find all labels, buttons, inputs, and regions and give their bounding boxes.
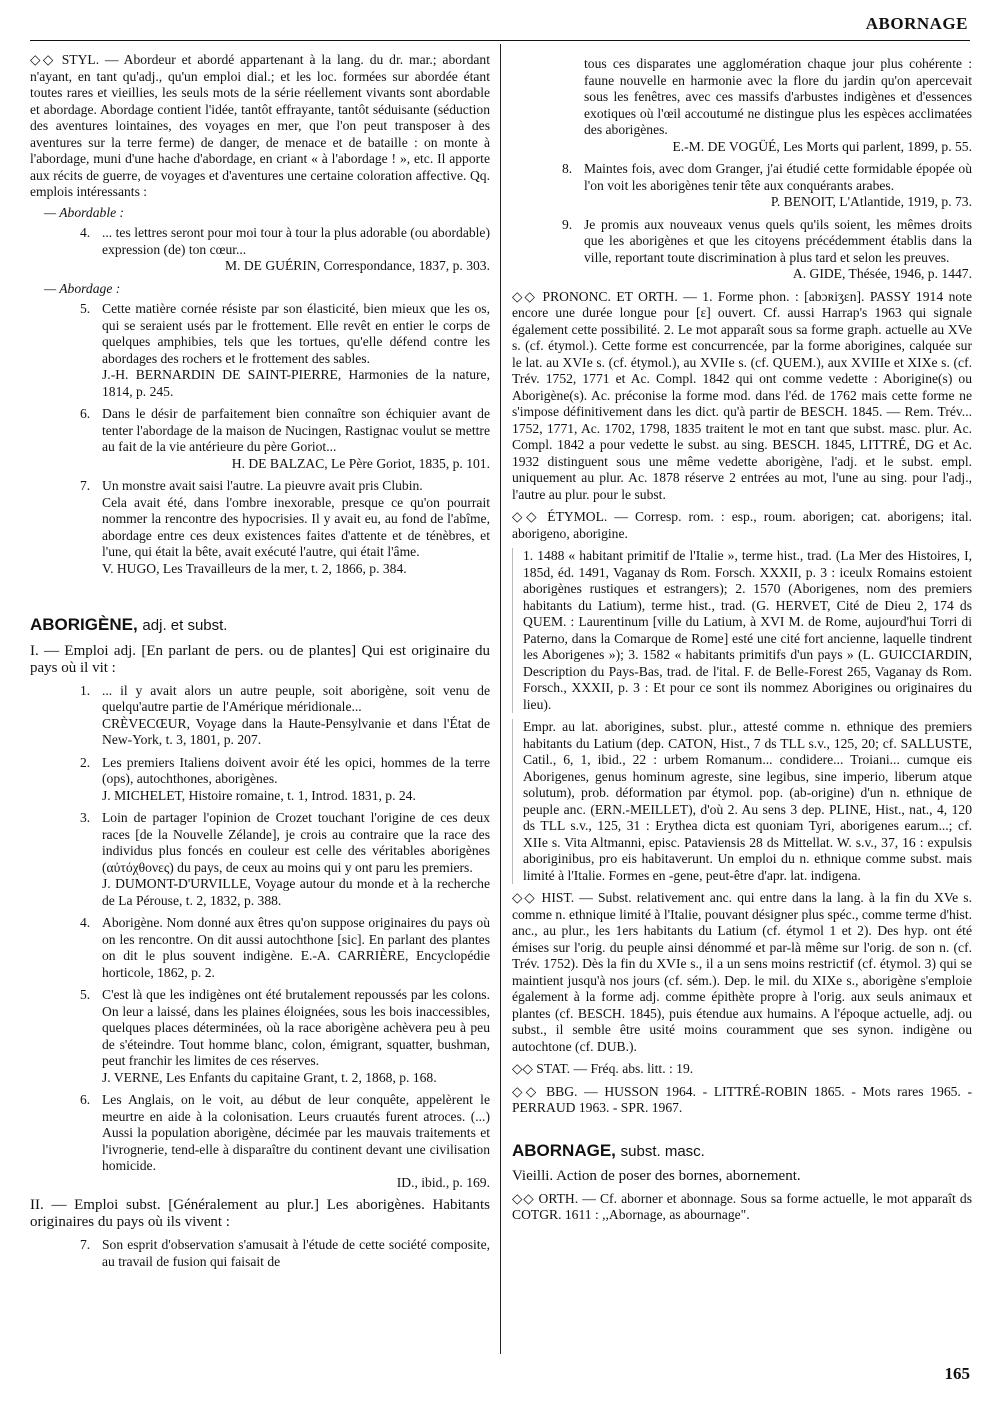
example-a9 (562, 217, 972, 283)
entry-title-aborigene (30, 617, 490, 635)
example-4 (80, 225, 490, 275)
example-text: Un monstre avait saisi l'autre. La pieuvre avait pris Clubin. (102, 478, 423, 493)
example-a4 (80, 915, 490, 981)
example-number: 1. (80, 682, 91, 698)
example-a7 (80, 1237, 490, 1270)
example-number: 2. (80, 754, 91, 770)
example-text: Les Anglais, on le voit, au début de leur conquête, appelèrent le meurtre en aide à la colonisation. Leurs cruautés furent atroces. (...) Aussi la population aborigène, décimée par les mauvais traitements et l'ivrognerie, tend-elle à disparaître du continent devant une civilisation homicide. (102, 1092, 490, 1173)
example-number: 5. (80, 987, 91, 1002)
etymol-senses: 1. 1488 « habitant primitif de l'Italie », terme hist., trad. (La Mer des Histoires, I, 185d, éd. 1491, Vaganay ds Rom. Forsch. XXXII, p. 3 : iceulx Romains estoient aborigènes rustiques et estrangers); 2. 1570 (Aborigenes, nom des premiers habitants du Latium), terme hist., trad. (G. HERVET, Cité de Dieu 2, 174 ds QUEM. : Laurentinum [ville du Latium, à XVI M. de Rome, aujourd'hui Torri di Paterno, dans la Comarque de Rome] esté une cité fort ancienne, laquelle tindrent les Aborigenes »); 3. 1582 « habitants primitifs d'un pays » (L. GUICCIARDIN, Description du Pays-Bas, trad. de l'ital. F. de Belle-Forest 265, Vaganay ds Rom. Forsch., XXXII, p. 3 : Et pour ce sont ils nommez Aborigines ou originaires du lieu). (512, 548, 972, 713)
entry-title-abornage (512, 1140, 972, 1161)
example-text: Loin de partager l'opinion de Crozet touchant l'origine de ces deux races [de la Nouvelle Zélande], je crois au contraire que la race des individus plus foncés en couleur est celle des véritables aborigènes (αὐτόχθονες) du pays, de ceux au moins qui y ont paru les premiers. (102, 810, 490, 875)
example-source: P. BENOIT, L'Atlantide, 1919, p. 73. (770, 194, 972, 209)
example-text-continued: Cela avait été, dans l'ombre inexorable, presque ce qu'on pourrait nommer la rencontre des hypocrisies. Il y avait eu, au fond de l'abîme, abordage entre ces deux existences faites d'attente et de ténèbres, et l'une, qui était la bête, avait exécuté l'autre, qui était l'âme. (102, 494, 490, 559)
example-number: 5. (80, 301, 91, 316)
header-rule (30, 40, 970, 41)
example-text: Son esprit d'observation s'amusait à l'étude de cette société composite, au travail de fusion qui faisait de (102, 1237, 490, 1269)
example-text: ... il y avait alors un autre peuple, soit aborigène, soit venu de quelqu'autre partie de l'Amérique méridionale... (102, 682, 490, 714)
example-number: 3. (80, 810, 91, 825)
section-I: I. — Emploi adj. [En parlant de pers. ou de plantes] Qui est originaire du pays où il vit : (30, 642, 490, 676)
section-II: II. — Emploi subst. [Généralement au plur.] Les aborigènes. Habitants originaires du pays où ils vivent : (30, 1197, 490, 1230)
left-column (30, 52, 490, 1276)
example-a2 (80, 755, 490, 805)
example-text: Maintes fois, avec dom Granger, j'ai étudié cette formidable épopée où l'on voit les aborigènes tenir tête aux conquérants arabes. (584, 161, 972, 193)
example-text: Cette matière cornée résiste par son élasticité, bien mieux que les os, qui se seraient usés par le frottement. Elle revêt en entier le corps de quelques amphibies, tels que les tortues, qu'elle défend contre les abordages des rochers et le frottement des sables. (102, 301, 490, 366)
example-source: J. VERNE, Les Enfants du capitaine Grant, t. 2, 1868, p. 168. (102, 1069, 437, 1085)
example-number: 9. (562, 216, 573, 232)
running-head: ABORNAGE (865, 14, 968, 33)
entry-grammar: adj. et subst. (142, 617, 228, 634)
entry-headword: ABORNAGE, (512, 1140, 616, 1160)
example-number: 6. (80, 406, 91, 421)
definition: Vieilli. Action de poser des bornes, abornement. (512, 1168, 801, 1184)
example-a6 (80, 1092, 490, 1191)
bbg-section: ◇◇ BBG. — HUSSON 1964. - LITTRÉ-ROBIN 1865. - Mots rares 1965. - PERRAUD 1963. - SPR. 1967. (512, 1083, 972, 1115)
stat-section: ◇◇ STAT. — Fréq. abs. litt. : 19. (512, 1061, 694, 1076)
example-a5 (80, 987, 490, 1086)
entry-headword: ABORIGÈNE, (30, 615, 138, 634)
page-number: 165 (944, 1364, 970, 1383)
entry-grammar: subst. masc. (620, 1142, 705, 1160)
example-text: Aborigène. Nom donné aux êtres qu'on suppose originaires du pays où on les rencontre. On dit aussi autochthone [sic]. En parlant des plantes on dit le plus souvent indigène. E.-A. CARRIÈRE, Encyclopédie horticole, 1862, p. 2. (102, 915, 490, 980)
example-5 (80, 301, 490, 400)
etymol-heading: ◇◇ ÉTYMOL. — Corresp. rom. : esp., roum. aborigen; cat. aborigens; ital. aborigeno, aborigine. (512, 509, 972, 541)
example-text: C'est là que les indigènes ont été brutalement repoussés par les colons. On leur a laissé, dans les plaines éloignées, sous les bois inaccessibles, quelques places déterminées, où la race aborigène achèvera peu à peu de s'éteindre. Tout homme blanc, colon, émigrant, squatter, bushman, peut franchir les limites de ces réserves. (102, 987, 490, 1068)
example-source: ID., ibid., p. 169. (396, 1174, 490, 1190)
example-number: 7. (80, 478, 91, 493)
example-a8 (562, 161, 972, 211)
example-text: ... tes lettres seront pour moi tour à tour la plus adorable (ou abordable) expression (de) ton cœur... (102, 225, 490, 257)
example-text: Dans le désir de parfaitement bien connaître son échiquier avant de tenter l'abordage de la maison de Nucingen, Rastignac voulut se mettre au fait de la vie antérieure du père Goriot... (102, 406, 490, 454)
example-source: M. DE GUÉRIN, Correspondance, 1837, p. 303. (224, 258, 490, 273)
etymol-origin: Empr. au lat. aborigines, subst. plur., attesté comme n. ethnique des premiers habitants du Latium (dep. CATON, Hist., 7 ds TLL s.v., 125, 20; cf. SALLUSTE, Catil., 6, 1, ibid., 22 : urbem Romanum... condidere... Troiani... cumque eis Aborigenes, genus hominum agreste, sine legibus, sine imperio, liberum atque solutum), prob. déformation par étymol. pop. (ab-origine) d'un n. ethnique de peuple anc. (ERN.-MEILLET), d'où 2. Au sens 3 dep. PLINE, Hist., nat., 4, 120 ds TLL s.v., 125, 31 : Erythea dicta est quoniam Tyri, aborigenes earum...; cf. XIIe s. Vita Altmanni, episc. Pataviensis 28 ds Mittellat. W. s.v., 37, 16 : expulsis aboriginibus, pro eis habitaverunt. Un emploi du n. ethnique comme subst. mais limité à l'Italie. Formes en -gene, peut-être d'apr. lat. indigena. (512, 719, 972, 884)
example-number: 4. (80, 915, 91, 930)
example-a7-continued (562, 56, 972, 155)
example-text: Les premiers Italiens doivent avoir été les opici, hommes de la terre (ops), autochthones, aborigènes. (102, 754, 490, 786)
prononc-section: ◇◇ PRONONC. ET ORTH. — 1. Forme phon. : [abɔʀiʒɛn]. PASSY 1914 note encore une durée longue pour [ɛ] ouvert. Cf. aussi Harrap's 1963 qui signale également cette possibilité. 2. Le mot apparaît sous sa forme graph. actuelle au XVe s. (cf. étymol.). Cette forme est concurrencée, par la forme aborigines, calquée sur le lat. au XVIe s. (cf. étymol.), au XVIIe s. (cf. QUEM.), aux XVIIIe et XIXe s. (cf. Trév. 1752, 1771 et Ac. Compl. 1842 qui ont comme vedette : Aborigine(s) ou Aborigène(s). Ac. préconise la forme mod. dans l'éd. de 1762 mais cette forme ne s'impose définitivement dans les dict. qu'à partir de BESCH. 1845. — Rem. Trév... 1752, 1771, Ac. 1702, 1798, 1835 traitent le mot en tant que subst. masc. plur. Ac. Compl. 1842 a pour vedette le subst. au sing. BESCH. 1845, LITTRÉ, DG et Ac. 1932 distinguent sous une même vedette aborigène, l'adj. et le subst. empl. uniquement au plur. Ac. 1878 réserve 2 entrées au mot, l'une au sing. pour l'adj., l'autre au plur. pour le subst. (512, 288, 972, 502)
orth-section: ◇◇ ORTH. — Cf. aborner et abonnage. Sous sa forme actuelle, le mot apparaît ds COTGR. 1611 : ,,Abornage, as abournage". (512, 1190, 972, 1222)
example-a3 (80, 810, 490, 909)
hist-section: ◇◇ HIST. — Subst. relativement anc. qui entre dans la lang. à la fin du XVe s. comme n. ethnique limité à l'Italie, pouvant désigner plus spéc., comme terme d'hist. anc., au plur., les 1ers habitants du Latium (cf. étymol 1 et 2). Des hyp. ont été émises sur l'orig. du peuple ainsi dénommé et par-là même sur l'orig. de son n. (cf. Trév. 1752). Dès la fin du XVIe s., il a un sens moins restrictif (cf. étymol. 3) qui se maintient jusqu'à nos jours (cf. sém.). Dep. le mil. du XIXe s., aborigène s'emploie également à la forme adj. comme épithète propre à l'orig. aux seuls animaux et plantes (cf. BESCH. 1845), puis étendue aux humains. A l'époque actuelle, adj. ou subst., il semble être usité moins couramment que ses synon. indigène ou autochtone (cf. DUB.). (512, 890, 972, 1054)
example-number: 4. (80, 225, 91, 240)
right-column (512, 52, 972, 1230)
example-a1 (80, 683, 490, 749)
sub-heading-abordage: — Abordage : (44, 280, 121, 296)
example-number: 7. (80, 1237, 91, 1252)
example-source: E.-M. DE VOGÜÉ, Les Morts qui parlent, 1899, p. 55. (672, 138, 972, 154)
example-text: Je promis aux nouveaux venus quels qu'ils soient, les mêmes droits que les aborigènes et que les citoyens précédemment établis dans la ville, reportant toute discrimination à plus tard et selon les preuves. (584, 216, 972, 265)
example-number-blank (562, 56, 584, 155)
example-6 (80, 406, 490, 472)
example-source: A. GIDE, Thésée, 1946, p. 1447. (792, 266, 972, 281)
styl-section: ◇◇ STYL. — Abordeur et abordé appartenant à la lang. du dr. mar.; abordant n'ayant, en tant qu'adj., qu'un emploi dial.; et les loc. formées sur abordée étant toutes rares et vieillies, les seuls mots de la série réellement vivants sont abordable et abordage. Abordage contient l'idée, tantôt effrayante, tantôt séduisante (séduction des aventures lointaines, des voyages en mer, que l'on peut transposer à des aventures sur la terre ferme) de danger, de menace et de bataille : on monte à l'abordage, muni d'une hache d'abordage, en criant « à l'abordage ! », etc. Il apporte aux récits de guerre, de voyages et d'aventures une certaine coloration affective. Qq. emplois intéressants : (30, 52, 490, 199)
example-source: J. DUMONT-D'URVILLE, Voyage autour du monde et à la recherche de La Pérouse, t. 2, 1832, p. 388. (102, 876, 490, 908)
example-7 (80, 478, 490, 577)
column-divider (500, 44, 501, 1354)
example-source: J.-H. BERNARDIN DE SAINT-PIERRE, Harmonies de la nature, 1814, p. 245. (102, 367, 490, 399)
example-source: H. DE BALZAC, Le Père Goriot, 1835, p. 101. (231, 455, 490, 471)
example-number: 8. (562, 161, 573, 176)
example-source: J. MICHELET, Histoire romaine, t. 1, Introd. 1831, p. 24. (102, 787, 416, 803)
example-source: V. HUGO, Les Travailleurs de la mer, t. 2, 1866, p. 384. (102, 560, 407, 576)
example-text: tous ces disparates une agglomération chaque jour plus cohérente : faune nouvelle en harmonie avec la flore du jardin qu'on apercevait sous les fenêtres, avec ces massifs d'arbustes indigènes et d'essences exotiques où l'œil accoutumé ne distingue plus les espèces acclimatées des aborigènes. (584, 56, 972, 137)
example-source: CRÈVECŒUR, Voyage dans la Haute-Pensylvanie et dans l'État de New-York, t. 3, 1801, p. 207. (102, 715, 490, 747)
sub-heading-abordable: — Abordable : (44, 204, 125, 220)
example-number: 6. (80, 1092, 91, 1107)
